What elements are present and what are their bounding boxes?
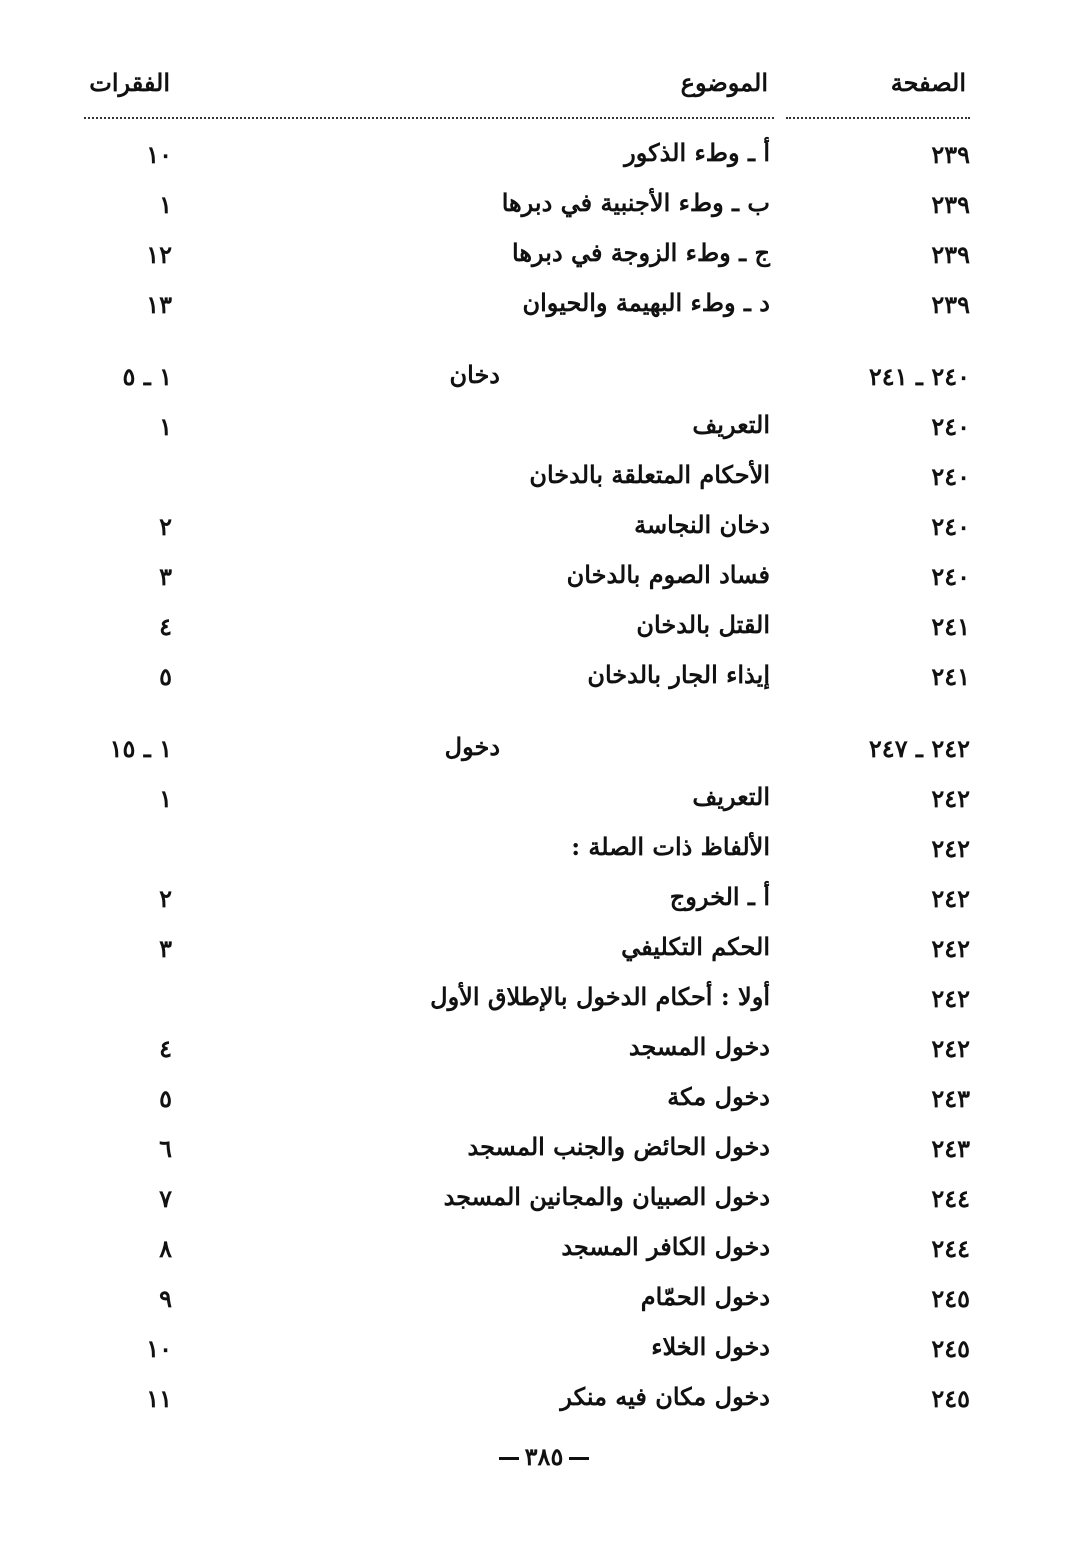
row-page-number: ٢٣٩	[931, 240, 970, 269]
row-topic: دخول الصبيان والمجانين المسجد	[443, 1182, 770, 1211]
index-row	[0, 1076, 1088, 1126]
row-page-number: ٢٤٠	[931, 412, 970, 441]
row-paragraphs: ١ ـ ٥	[122, 362, 172, 391]
index-row	[0, 232, 1088, 282]
footer-dash-left	[569, 1457, 589, 1460]
row-heading-topic: دخول	[444, 732, 500, 761]
row-page-number: ٢٤٥	[931, 1384, 970, 1413]
row-page-number: ٢٤٤	[931, 1234, 970, 1263]
row-paragraphs: ٤	[159, 1034, 172, 1063]
header-page-label: الصفحة	[890, 68, 966, 97]
footer-page-number: ٣٨٥	[524, 1442, 564, 1471]
row-paragraphs: ١٣	[146, 290, 172, 319]
index-rows	[0, 132, 1088, 1426]
row-page-number: ٢٤٠	[931, 512, 970, 541]
row-topic: ج ـ وطء الزوجة في دبرها	[512, 238, 770, 267]
index-row	[0, 826, 1088, 876]
row-paragraphs: ٣	[159, 934, 172, 963]
footer-dash-right	[499, 1457, 519, 1460]
index-row	[0, 132, 1088, 182]
row-topic: أولا : أحكام الدخول بالإطلاق الأول	[430, 982, 770, 1011]
row-paragraphs: ١	[159, 190, 172, 219]
row-page-number: ٢٤٠ ـ ٢٤١	[868, 362, 970, 391]
header-topic-label: الموضوع	[680, 68, 768, 97]
page-footer	[0, 1442, 1088, 1471]
row-paragraphs: ٩	[159, 1284, 172, 1313]
row-heading-topic: دخان	[449, 360, 500, 389]
row-paragraphs: ٢	[159, 512, 172, 541]
row-topic: ب ـ وطء الأجنبية في دبرها	[501, 188, 770, 217]
row-page-number: ٢٤٢	[931, 984, 970, 1013]
row-paragraphs: ٨	[159, 1234, 172, 1263]
row-paragraphs: ٦	[159, 1134, 172, 1163]
row-topic: دخول المسجد	[628, 1032, 770, 1061]
index-row	[0, 1226, 1088, 1276]
row-paragraphs: ٥	[159, 662, 172, 691]
row-page-number: ٢٤٠	[931, 462, 970, 491]
row-page-number: ٢٤٣	[931, 1084, 970, 1113]
index-row	[0, 1276, 1088, 1326]
row-paragraphs: ١ ـ ١٥	[109, 734, 172, 763]
row-paragraphs: ٣	[159, 562, 172, 591]
index-row	[0, 282, 1088, 332]
index-row	[0, 554, 1088, 604]
index-row	[0, 1176, 1088, 1226]
row-topic: دخول مكان فيه منكر	[560, 1382, 770, 1411]
index-row	[0, 404, 1088, 454]
dotted-rule-topic	[84, 117, 774, 119]
row-topic: القتل بالدخان	[636, 610, 770, 639]
row-topic: دخول الكافر المسجد	[561, 1232, 770, 1261]
row-page-number: ٢٣٩	[931, 140, 970, 169]
row-topic: دخول الحمّام	[640, 1282, 770, 1311]
row-paragraphs: ١	[159, 412, 172, 441]
row-paragraphs: ٢	[159, 884, 172, 913]
index-row	[0, 654, 1088, 704]
index-heading-row	[0, 726, 1088, 776]
index-row	[0, 876, 1088, 926]
row-paragraphs: ٥	[159, 1084, 172, 1113]
table-header	[0, 68, 1088, 112]
row-page-number: ٢٤٢ ـ ٢٤٧	[868, 734, 970, 763]
row-page-number: ٢٤٤	[931, 1184, 970, 1213]
row-page-number: ٢٤٢	[931, 784, 970, 813]
row-paragraphs: ٧	[159, 1184, 172, 1213]
index-row	[0, 604, 1088, 654]
header-paragraphs-label: الفقرات	[89, 68, 170, 97]
row-page-number: ٢٤٢	[931, 834, 970, 863]
row-page-number: ٢٤٠	[931, 562, 970, 591]
index-row	[0, 454, 1088, 504]
row-topic: د ـ وطء البهيمة والحيوان	[522, 288, 770, 317]
row-page-number: ٢٤٥	[931, 1284, 970, 1313]
row-page-number: ٢٤٥	[931, 1334, 970, 1363]
row-topic: دخول مكة	[667, 1082, 770, 1111]
index-row	[0, 976, 1088, 1026]
row-topic: التعريف	[692, 410, 770, 439]
row-topic: فساد الصوم بالدخان	[566, 560, 770, 589]
row-topic: دخول الحائض والجنب المسجد	[467, 1132, 770, 1161]
index-row	[0, 1126, 1088, 1176]
row-paragraphs: ١٢	[146, 240, 172, 269]
row-paragraphs: ١٠	[146, 140, 172, 169]
index-row	[0, 182, 1088, 232]
row-page-number: ٢٤٢	[931, 934, 970, 963]
row-paragraphs: ١٠	[146, 1334, 172, 1363]
row-topic: دخول الخلاء	[651, 1332, 770, 1361]
row-topic: أ ـ وطء الذكور	[624, 138, 770, 167]
row-page-number: ٢٤١	[931, 662, 970, 691]
index-row	[0, 926, 1088, 976]
row-page-number: ٢٣٩	[931, 290, 970, 319]
row-paragraphs: ٤	[159, 612, 172, 641]
row-topic: دخان النجاسة	[634, 510, 770, 539]
index-row	[0, 1026, 1088, 1076]
index-row	[0, 1326, 1088, 1376]
dotted-rule-page	[786, 117, 970, 119]
row-page-number: ٢٣٩	[931, 190, 970, 219]
index-heading-row	[0, 354, 1088, 404]
row-page-number: ٢٤٣	[931, 1134, 970, 1163]
row-paragraphs: ١١	[146, 1384, 172, 1413]
row-page-number: ٢٤١	[931, 612, 970, 641]
index-row	[0, 504, 1088, 554]
row-topic: التعريف	[692, 782, 770, 811]
row-paragraphs: ١	[159, 784, 172, 813]
row-topic: الحكم التكليفي	[621, 932, 770, 961]
row-topic: أ ـ الخروج	[669, 882, 770, 911]
row-topic: الألفاظ ذات الصلة :	[571, 832, 770, 861]
row-topic: الأحكام المتعلقة بالدخان	[529, 460, 770, 489]
row-page-number: ٢٤٢	[931, 1034, 970, 1063]
index-row	[0, 776, 1088, 826]
row-topic: إيذاء الجار بالدخان	[587, 660, 770, 689]
index-row	[0, 1376, 1088, 1426]
row-page-number: ٢٤٢	[931, 884, 970, 913]
